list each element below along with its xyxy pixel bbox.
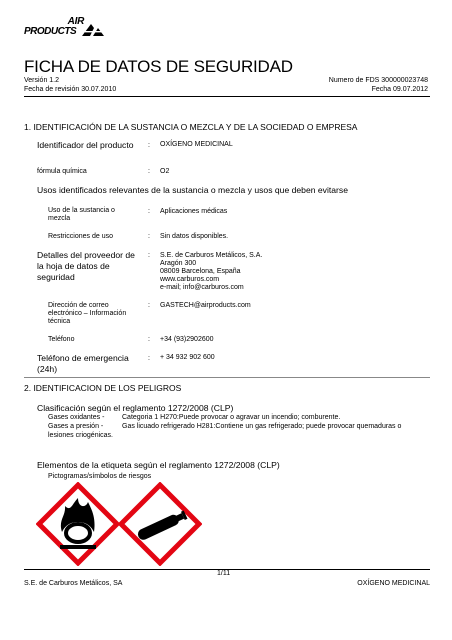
phone-label: Teléfono bbox=[48, 336, 75, 343]
colon: : bbox=[148, 336, 150, 343]
revision-date: Fecha de revisión 30.07.2010 bbox=[24, 86, 117, 93]
email-label-1: Dirección de correo bbox=[48, 302, 109, 309]
supplier-label-3: seguridad bbox=[37, 272, 75, 282]
hazard-1-text: Categoria 1 H270:Puede provocar o agravar un incendio; comburente. bbox=[122, 414, 341, 421]
hazard-2-text-cont: lesiones criogénicas. bbox=[48, 432, 113, 439]
colon: : bbox=[148, 233, 150, 240]
restrictions-label: Restricciones de uso bbox=[48, 233, 113, 240]
email-label-2: electrónico – Información bbox=[48, 310, 127, 317]
supplier-website[interactable]: www.carburos.com bbox=[160, 276, 220, 283]
phone-value: +34 (93)2902600 bbox=[160, 336, 214, 343]
colon: : bbox=[148, 302, 150, 309]
logo-text-air: AIR bbox=[67, 16, 84, 27]
hazard-2-text: Gas licuado refrigerado H281:Contiene un gas refrigerado; puede provocar quemaduras o bbox=[122, 423, 402, 430]
product-id-label: Identificador del producto bbox=[37, 140, 134, 150]
restrictions-value: Sin datos disponibles. bbox=[160, 233, 229, 240]
colon: : bbox=[148, 355, 150, 362]
fds-number: Numero de FDS 300000023748 bbox=[328, 77, 428, 84]
gas-cylinder-icon bbox=[118, 482, 202, 566]
colon: : bbox=[148, 208, 150, 215]
hazard-1-class: Gases oxidantes - bbox=[48, 414, 105, 421]
supplier-email[interactable]: e-mail; info@carburos.com bbox=[160, 284, 244, 291]
logo-mark-icon bbox=[82, 22, 104, 36]
formula-label: fórmula química bbox=[37, 168, 87, 175]
hazard-2-class: Gases a presión - bbox=[48, 423, 104, 430]
print-date: Fecha 09.07.2012 bbox=[371, 86, 428, 93]
use-value: Aplicaciones médicas bbox=[160, 208, 228, 215]
emergency-label-1: Teléfono de emergencia bbox=[37, 353, 129, 363]
version: Versión 1.2 bbox=[24, 77, 60, 84]
header-divider bbox=[24, 96, 430, 97]
colon: : bbox=[148, 252, 150, 259]
supplier-line-2: Aragón 300 bbox=[160, 260, 197, 267]
footer-product: OXÍGENO MEDICINAL bbox=[357, 580, 430, 587]
pictograms-label: Pictogramas/símbolos de riesgos bbox=[48, 473, 152, 480]
section1-heading: 1. IDENTIFICACIÓN DE LA SUSTANCIA O MEZCLA Y DE LA SOCIEDAD O EMPRESA bbox=[24, 122, 358, 132]
supplier-label-2: la hoja de datos de bbox=[37, 261, 110, 271]
use-label-1: Uso de la sustancia o bbox=[48, 207, 115, 214]
colon: : bbox=[148, 142, 150, 149]
classification-heading: Clasificación según el reglamento 1272/2008 (CLP) bbox=[37, 403, 234, 413]
product-id-value: OXÍGENO MEDICINAL bbox=[160, 141, 233, 148]
uses-heading: Usos identificados relevantes de la sustancia o mezcla y usos que deben evitarse bbox=[37, 185, 348, 195]
colon: : bbox=[148, 168, 150, 175]
section2-heading: 2. IDENTIFICACION DE LOS PELIGROS bbox=[24, 383, 182, 393]
air-products-logo bbox=[24, 10, 106, 58]
supplier-line-1: S.E. de Carburos Metálicos, S.A. bbox=[160, 252, 263, 259]
logo-text-products: PRODUCTS bbox=[24, 26, 77, 37]
footer-company: S.E. de Carburos Metálicos, SA bbox=[24, 580, 123, 587]
tech-email-value[interactable]: GASTECH@airproducts.com bbox=[160, 302, 251, 309]
page-number: 1/11 bbox=[217, 570, 231, 577]
oxidizer-flame-over-circle-icon bbox=[36, 482, 120, 566]
formula-value: O2 bbox=[160, 168, 170, 175]
supplier-label-1: Detalles del proveedor de bbox=[37, 250, 135, 260]
emergency-label-2: (24h) bbox=[37, 364, 58, 374]
section-divider bbox=[24, 377, 430, 378]
email-label-3: técnica bbox=[48, 318, 71, 325]
emergency-value: + 34 932 902 600 bbox=[160, 354, 215, 361]
supplier-line-3: 08009 Barcelona, España bbox=[160, 268, 241, 275]
use-label-2: mezcla bbox=[48, 215, 71, 222]
label-elements-heading: Elementos de la etiqueta según el reglamento 1272/2008 (CLP) bbox=[37, 460, 280, 470]
document-title: FICHA DE DATOS DE SEGURIDAD bbox=[24, 57, 293, 76]
